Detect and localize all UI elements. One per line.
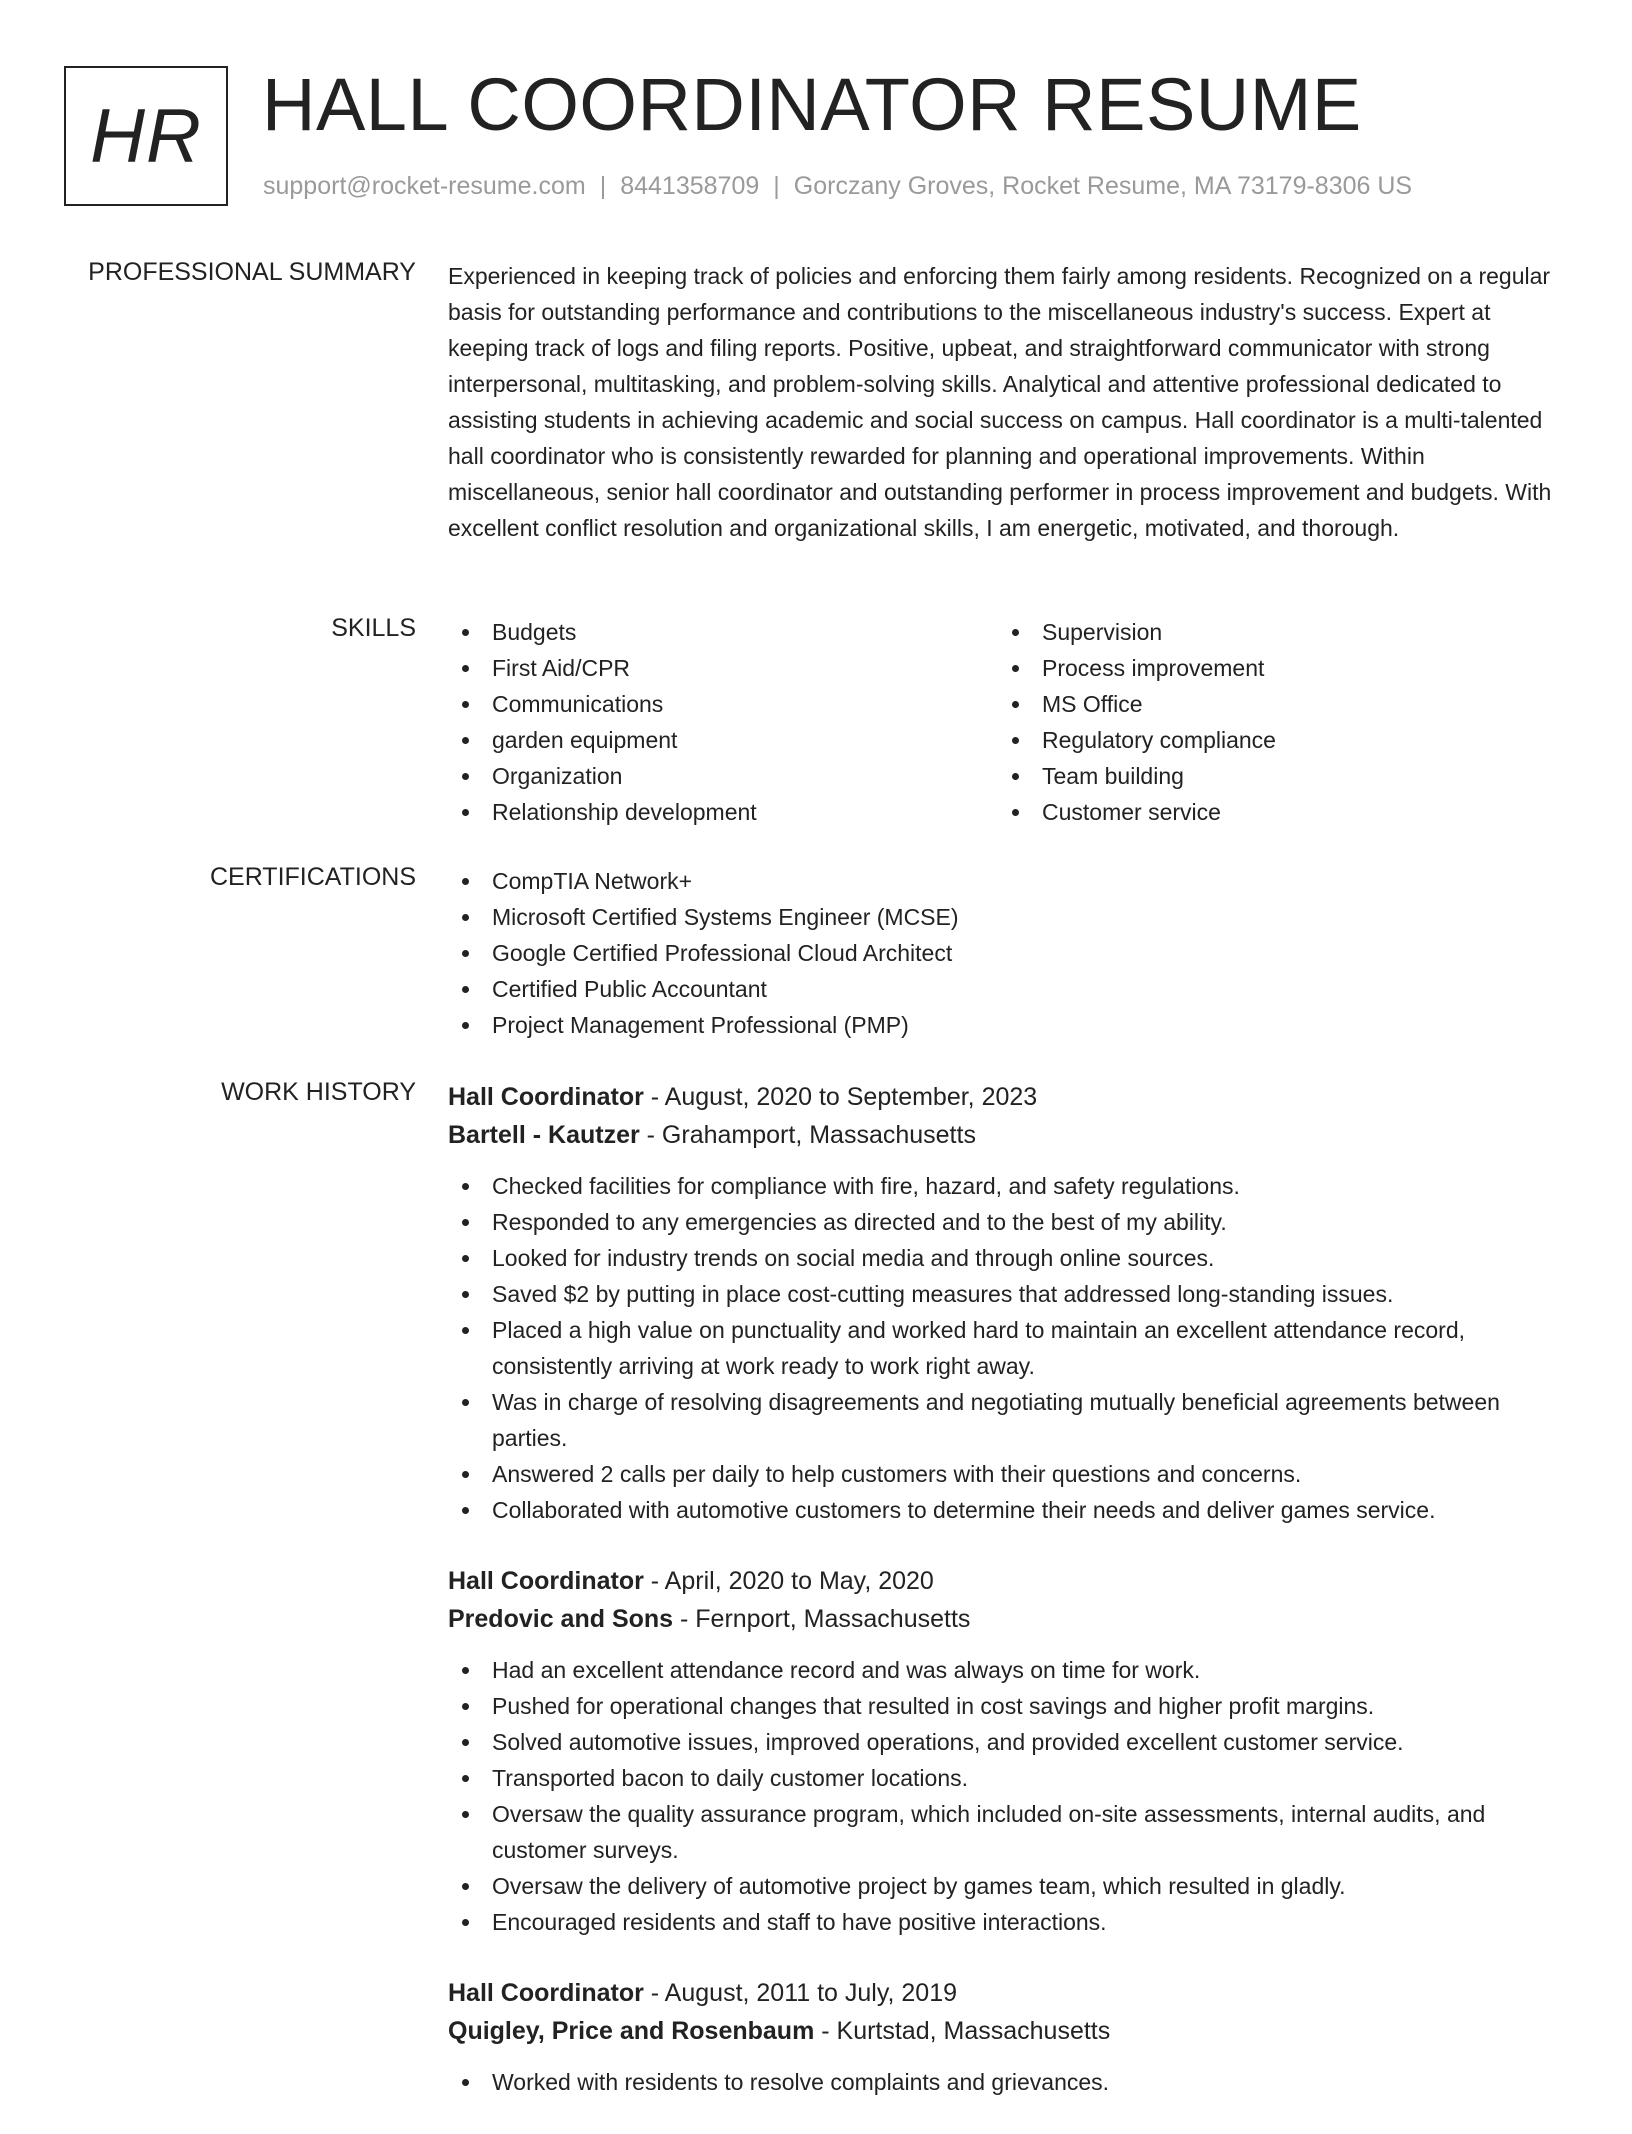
job-title-line [448,1078,1568,1116]
contact-separator: | [599,172,607,200]
list-item: Checked facilities for compliance with fire, hazard, and safety regulations. [448,1168,1568,1204]
list-item: Team building [998,758,1548,794]
contact-address: Gorczany Groves, Rocket Resume, MA 73179-8306 US [793,172,1413,200]
list-item: Organization [448,758,998,794]
certifications-body [448,863,1568,1043]
job-location: - Grahamport, Massachusetts [639,1121,976,1149]
job-dates: - August, 2020 to September, 2023 [643,1083,1038,1111]
list-item: Certified Public Accountant [448,971,1568,1007]
job-company: Predovic and Sons [448,1605,674,1633]
list-item: Supervision [998,614,1548,650]
contact-phone[interactable]: 8441358709 [620,172,760,200]
section-heading-work-history: WORK HISTORY [221,1078,416,1106]
job-dates: - August, 2011 to July, 2019 [643,1979,958,2007]
list-item: Microsoft Certified Systems Engineer (MCSE) [448,899,1568,935]
job-title: Hall Coordinator [448,1567,644,1595]
list-item: Oversaw the delivery of automotive project by games team, which resulted in gladly. [448,1868,1568,1904]
contact-email[interactable]: support@rocket-resume.com [263,172,586,200]
list-item: Communications [448,686,998,722]
job-company-line [448,1116,1568,1154]
job-company-line [448,1600,1568,1638]
skills-list-left [448,614,998,830]
job-entry [448,1078,1568,1528]
list-item: Collaborated with automotive customers to determine their needs and deliver games service. [448,1492,1568,1528]
job-duties-list [448,2064,1568,2100]
list-item: Process improvement [998,650,1548,686]
job-company: Bartell - Kautzer [448,1121,640,1149]
list-item: Answered 2 calls per daily to help customers with their questions and concerns. [448,1456,1568,1492]
job-duties-list [448,1168,1568,1528]
job-duties-list [448,1652,1568,1940]
list-item: garden equipment [448,722,998,758]
job-company-line [448,2012,1568,2050]
job-dates: - April, 2020 to May, 2020 [643,1567,934,1595]
list-item: CompTIA Network+ [448,863,1568,899]
job-title-line [448,1974,1568,2012]
summary-text: Experienced in keeping track of policies and enforcing them fairly among residents. Recognized on a regular basis for outstanding performance and contributions to the miscellaneous industry's success. Expert at keeping track of logs and filing reports. Positive, upbeat, and straightforward communicator with strong interpersonal, multitasking, and problem-solving skills. Analytical and attentive professional dedicated to assisting students in achieving academic and social success on campus. Hall coordinator is a multi-talented hall coordinator who is consistently rewarded for planning and operational improvements. Within miscellaneous, senior hall coordinator and outstanding performer in process improvement and budgets. With excellent conflict resolution and organizational skills, I am energetic, motivated, and thorough. [448,263,1552,541]
list-item: Encouraged residents and staff to have positive interactions. [448,1904,1568,1940]
monogram-logo: HR [64,66,228,206]
work-history-body [448,1078,1568,2134]
job-entry [448,1562,1568,1940]
list-item: Google Certified Professional Cloud Architect [448,935,1568,971]
resume-title: HALL COORDINATOR RESUME [262,63,1362,146]
certifications-list [448,863,1568,1043]
list-item: Saved $2 by putting in place cost-cutting measures that addressed long-standing issues. [448,1276,1568,1312]
section-heading-summary: PROFESSIONAL SUMMARY [88,258,416,286]
contact-separator: | [773,172,780,200]
section-heading-skills: SKILLS [331,614,416,642]
list-item: Regulatory compliance [998,722,1548,758]
job-location: - Fernport, Massachusetts [673,1605,971,1633]
list-item: MS Office [998,686,1548,722]
list-item: Placed a high value on punctuality and worked hard to maintain an excellent attendance record, consistently arriving at work ready to work right away. [448,1312,1568,1384]
contact-line [263,172,1412,201]
list-item: First Aid/CPR [448,650,998,686]
skills-list-right [998,614,1548,830]
list-item: Worked with residents to resolve complaints and grievances. [448,2064,1568,2100]
list-item: Customer service [998,794,1548,830]
section-heading-certifications: CERTIFICATIONS [209,863,416,891]
job-title-line [448,1562,1568,1600]
list-item: Looked for industry trends on social media and through online sources. [448,1240,1568,1276]
list-item: Was in charge of resolving disagreements and negotiating mutually beneficial agreements between parties. [448,1384,1568,1456]
list-item: Project Management Professional (PMP) [448,1007,1568,1043]
list-item: Oversaw the quality assurance program, which included on-site assessments, internal audits, and customer surveys. [448,1796,1568,1868]
list-item: Transported bacon to daily customer locations. [448,1760,1568,1796]
skills-grid [448,614,1568,830]
job-title: Hall Coordinator [448,1979,644,2007]
job-company: Quigley, Price and Rosenbaum [448,2017,815,2045]
list-item: Pushed for operational changes that resulted in cost savings and higher profit margins. [448,1688,1568,1724]
list-item: Solved automotive issues, improved operations, and provided excellent customer service. [448,1724,1568,1760]
job-entry [448,1974,1568,2100]
job-title: Hall Coordinator [448,1083,644,1111]
list-item: Relationship development [448,794,998,830]
list-item: Responded to any emergencies as directed and to the best of my ability. [448,1204,1568,1240]
list-item: Had an excellent attendance record and was always on time for work. [448,1652,1568,1688]
summary-body [448,258,1568,546]
list-item: Budgets [448,614,998,650]
job-location: - Kurtstad, Massachusetts [814,2017,1111,2045]
